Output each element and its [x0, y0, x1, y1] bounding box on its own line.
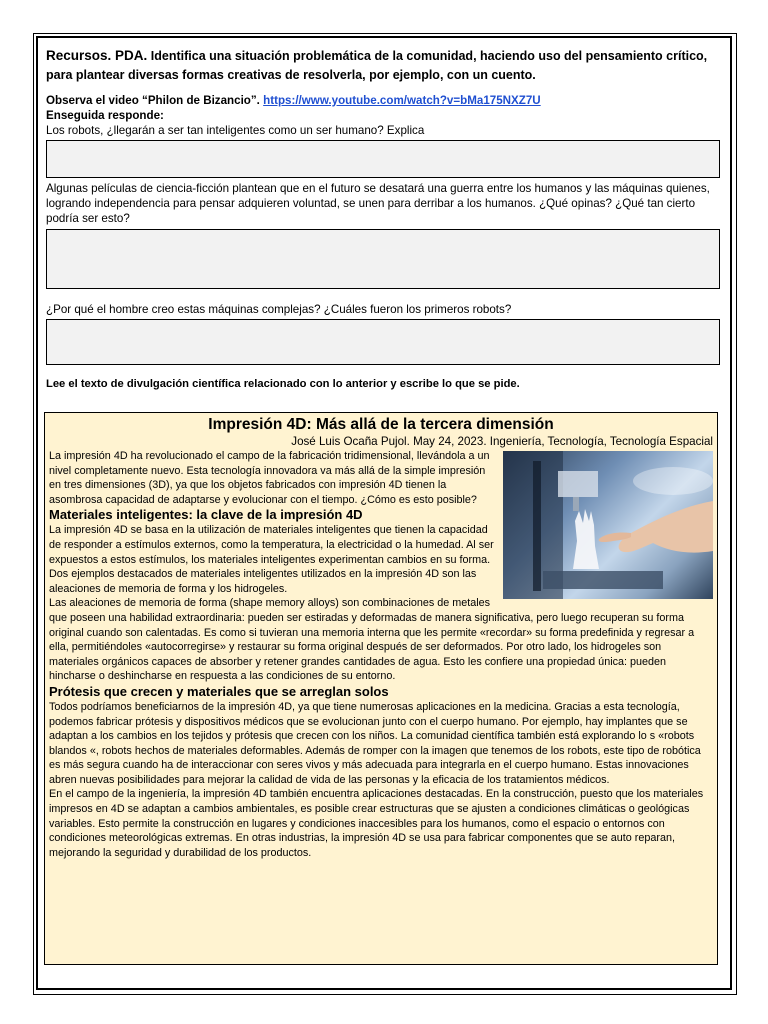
- read-instruction: Lee el texto de divulgación científica relacionado con lo anterior y escribe lo que se pide.: [46, 378, 520, 390]
- answer-box-1[interactable]: [46, 140, 720, 178]
- article-meta: José Luis Ocaña Pujol. May 24, 2023. Ingeniería, Tecnología, Tecnología Espacial: [291, 435, 713, 448]
- header-text: Identifica una situación problemática de la comunidad, haciendo uso del pensamiento crítico, para plantear diversas formas creativas de resolverla, por ejemplo, con un cuento.: [46, 49, 708, 82]
- header-lead: Recursos. PDA.: [46, 48, 148, 63]
- header-instruction: [46, 46, 726, 85]
- article-intro: La impresión 4D ha revolucionado el campo de la fabricación tridimensional, llevándola a un nivel completamente nuevo. Esta tecnología innovadora va más allá de la simple impresión en tres dimensiones (3D), ya que los objetos fabricados con impresión 4D tienen la asombrosa capacidad de adaptarse y evolucionar con el tiempo. ¿Cómo es esto posible?: [49, 450, 490, 506]
- article-box: [44, 412, 718, 965]
- article-paragraph-3: Todos podríamos beneficiarnos de la impresión 4D, ya que tiene numerosas aplicaciones en la medicina. Gracias a esta tecnología, podemos fabricar prótesis y dispositivos médicos que se evolucionan junto con el cuerpo humano. Por ejemplo, hay implantes que se adaptan a los cambios en los tejidos y prótesis que crecen con los niños. La comunidad científica también está explorando lo s «robots blandos «, robots hechos de materiales deformables. Además de romper con la imagen que tenemos de los robots, este tipo de robótica es más segura cuando ha de interaccionar con seres vivos y más adecuada para integrarla en el cuerpo humano. Estas innovaciones abren nuevas posibilidades para mejorar la calidad de vida de las personas y la eficacia de los tratamientos médicos.: [49, 700, 701, 786]
- article-paragraph-1: La impresión 4D se basa en la utilización de materiales inteligentes que tienen la capacidad de responder a estímulos externos, como la temperatura, la electricidad o la humedad. Al ser expuestos a estos estímulos, los materiales inteligentes experimentan cambios en su forma. Dos ejemplos destacados de materiales inteligentes utilizados en la impresión 4D son las aleaciones de memoria de forma y los hidrogeles.: [49, 524, 494, 595]
- section-heading-2: Prótesis que crecen y materiales que se arreglan solos: [49, 683, 389, 699]
- hand-printer-illustration: [503, 451, 713, 599]
- video-link[interactable]: https://www.youtube.com/watch?v=bMa175NXZ7U: [263, 94, 541, 107]
- question-2: Algunas películas de ciencia-ficción plantean que en el futuro se desatará una guerra entre los humanos y las máquinas quienes, logrando independencia para pensar adquieren voluntad, se unen para derribar a los humanos. ¿Qué opinas? ¿Qué tan cierto podría ser esto?: [46, 182, 710, 225]
- respond-label: Enseguida responde:: [46, 109, 164, 122]
- article-title: Impresión 4D: Más allá de la tercera dimensión: [208, 416, 554, 433]
- question-1: Los robots, ¿llegarán a ser tan inteligentes como un ser humano? Explica: [46, 124, 425, 137]
- question-3: ¿Por qué el hombre creo estas máquinas complejas? ¿Cuáles fueron los primeros robots?: [46, 303, 512, 316]
- answer-box-2[interactable]: [46, 229, 720, 289]
- article-paragraph-4: En el campo de la ingeniería, la impresión 4D también encuentra aplicaciones destacadas. En la construcción, puesto que los materiales impresos en 4D se adaptan a cambios ambientales, es posible crear estructuras que se ajusten a condiciones climáticas o geológicas variables. Esto permite la construcción en lugares y condiciones inaccesibles para los humanos, como el espacio o entornos con condiciones meteorológicas extremas. En otras industrias, la impresión 4D se usa para fabricar componentes que se auto reparan, mejorando la seguridad y durabilidad de los productos.: [49, 788, 704, 859]
- video-label: Observa el video “Philon de Bizancio”.: [46, 94, 260, 107]
- article-paragraph-2: Las aleaciones de memoria de forma (shape memory alloys) son combinaciones de metales que poseen una habilidad extraordinaria: pueden ser estiradas y deformadas de manera significativa, pero luego recuperan su forma original cuando son calentadas. Es como si tuvieran una memoria interna que les permite «recordar» su forma predefinida y regresar a ella, permitiéndoles «autocorregirse» y restaurar su forma original después de ser deformados. Por otro lado, los hidrogeles son materiales orgánicos capaces de absorber y retener grandes cantidades de agua. Esto les confiere una propiedad única: pueden hincharse o deshincharse en respuesta a las condiciones de su entorno.: [49, 597, 695, 683]
- section-heading-1: Materiales inteligentes: la clave de la impresión 4D: [49, 507, 363, 523]
- answer-box-3[interactable]: [46, 319, 720, 365]
- article-body: [45, 449, 717, 860]
- video-line: [46, 93, 726, 108]
- worksheet: [46, 46, 726, 392]
- 3d-printer-hand-photo: [503, 451, 713, 599]
